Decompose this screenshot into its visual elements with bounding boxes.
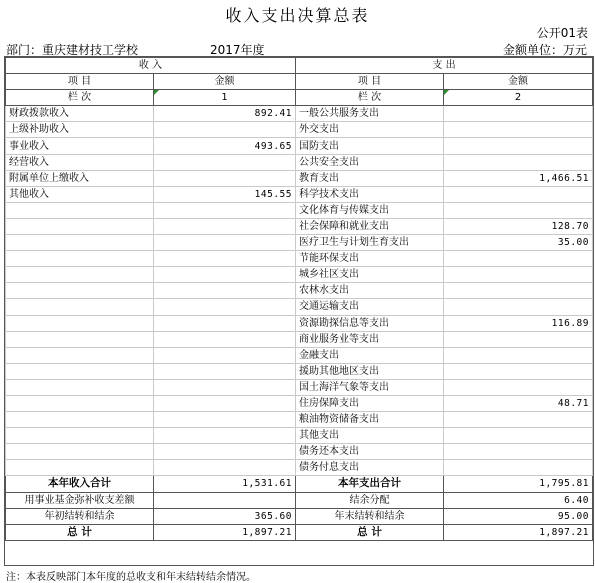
table-row xyxy=(6,218,593,234)
income-amount xyxy=(154,428,296,444)
table-row xyxy=(6,460,593,476)
income-amount xyxy=(154,347,296,363)
table-row xyxy=(6,412,593,428)
expense-item: 资源勘探信息等支出 xyxy=(296,315,444,331)
expense-item: 援助其他地区支出 xyxy=(296,363,444,379)
income-amount xyxy=(154,379,296,395)
income-item: 事业收入 xyxy=(6,138,154,154)
expense-item: 金融支出 xyxy=(296,347,444,363)
table-row xyxy=(6,363,593,379)
expense-amount: 35.00 xyxy=(444,235,593,251)
table-row xyxy=(6,251,593,267)
expense-amount xyxy=(444,460,593,476)
income-amount xyxy=(154,363,296,379)
expense-amount: 128.70 xyxy=(444,218,593,234)
table-row xyxy=(6,379,593,395)
expense-item: 住房保障支出 xyxy=(296,395,444,411)
expense-item: 国防支出 xyxy=(296,138,444,154)
year-label: 2017年度 xyxy=(210,43,265,57)
summary-row xyxy=(6,524,593,540)
expense-amount xyxy=(444,251,593,267)
table-row xyxy=(6,122,593,138)
expense-item: 科学技术支出 xyxy=(296,186,444,202)
table-row xyxy=(6,186,593,202)
unit-label: 金额单位：万元 xyxy=(502,43,587,57)
income-section-header: 收 入 xyxy=(6,58,296,74)
income-item xyxy=(6,363,154,379)
expense-amount: 1,466.51 xyxy=(444,170,593,186)
expense-item: 城乡社区支出 xyxy=(296,267,444,283)
expense-column-label: 栏 次 xyxy=(296,90,444,106)
income-amount xyxy=(154,235,296,251)
expense-item: 债务还本支出 xyxy=(296,444,444,460)
table-row xyxy=(6,106,593,122)
income-amount xyxy=(154,154,296,170)
expense-amount xyxy=(444,299,593,315)
report-table-body xyxy=(6,58,593,541)
summary-income-item: 总 计 xyxy=(6,524,154,540)
expense-amount xyxy=(444,186,593,202)
income-item xyxy=(6,235,154,251)
summary-expense-item: 本年支出合计 xyxy=(296,476,444,492)
income-item xyxy=(6,315,154,331)
summary-income-item: 年初结转和结余 xyxy=(6,508,154,524)
income-item xyxy=(6,347,154,363)
table-row xyxy=(6,154,593,170)
summary-row xyxy=(6,476,593,492)
summary-income-item: 本年收入合计 xyxy=(6,476,154,492)
expense-amount xyxy=(444,444,593,460)
summary-row xyxy=(6,508,593,524)
income-amount xyxy=(154,444,296,460)
expense-amount xyxy=(444,331,593,347)
expense-amount xyxy=(444,428,593,444)
income-amount xyxy=(154,283,296,299)
expense-amount: 48.71 xyxy=(444,395,593,411)
report-table xyxy=(5,57,593,541)
income-amount xyxy=(154,202,296,218)
income-item xyxy=(6,218,154,234)
income-amount xyxy=(154,122,296,138)
expense-amount xyxy=(444,283,593,299)
expense-item: 交通运输支出 xyxy=(296,299,444,315)
income-amount xyxy=(154,218,296,234)
table-row xyxy=(6,347,593,363)
table-row xyxy=(6,315,593,331)
column-header-row xyxy=(6,74,593,90)
table-row xyxy=(6,267,593,283)
income-amount: 493.65 xyxy=(154,138,296,154)
page-title: 收入支出决算总表 xyxy=(225,6,370,25)
income-column-label: 栏 次 xyxy=(6,90,154,106)
summary-expense-amount: 6.40 xyxy=(444,492,593,508)
expense-amount xyxy=(444,379,593,395)
summary-expense-item: 总 计 xyxy=(296,524,444,540)
income-item xyxy=(6,251,154,267)
expense-item-header: 项 目 xyxy=(296,74,444,90)
table-row xyxy=(6,202,593,218)
income-amount xyxy=(154,315,296,331)
expense-column-number: 2 xyxy=(444,90,593,106)
expense-item: 节能环保支出 xyxy=(296,251,444,267)
income-amount xyxy=(154,170,296,186)
income-item xyxy=(6,444,154,460)
expense-amount xyxy=(444,122,593,138)
expense-amount-header: 金额 xyxy=(444,74,593,90)
table-row xyxy=(6,299,593,315)
table-row xyxy=(6,235,593,251)
table-row xyxy=(6,428,593,444)
summary-expense-item: 年末结转和结余 xyxy=(296,508,444,524)
summary-expense-item: 结余分配 xyxy=(296,492,444,508)
income-item: 附属单位上缴收入 xyxy=(6,170,154,186)
expense-item: 社会保障和就业支出 xyxy=(296,218,444,234)
table-row xyxy=(6,331,593,347)
expense-amount xyxy=(444,138,593,154)
summary-income-item: 用事业基金弥补收支差额 xyxy=(6,492,154,508)
expense-amount xyxy=(444,106,593,122)
income-item: 财政拨款收入 xyxy=(6,106,154,122)
table-row xyxy=(6,138,593,154)
footnote: 注：本表反映部门本年度的总收支和年末结转结余情况。 xyxy=(6,572,256,583)
income-amount xyxy=(154,299,296,315)
summary-expense-amount: 1,897.21 xyxy=(444,524,593,540)
expense-amount xyxy=(444,154,593,170)
expense-item: 一般公共服务支出 xyxy=(296,106,444,122)
summary-income-amount: 1,897.21 xyxy=(154,524,296,540)
table-row xyxy=(6,170,593,186)
expense-item: 债务付息支出 xyxy=(296,460,444,476)
income-column-number: 1 xyxy=(154,90,296,106)
table-row xyxy=(6,395,593,411)
expense-item: 商业服务业等支出 xyxy=(296,331,444,347)
income-item-header: 项 目 xyxy=(6,74,154,90)
income-amount-header: 金额 xyxy=(154,74,296,90)
expense-item: 医疗卫生与计划生育支出 xyxy=(296,235,444,251)
expense-section-header: 支 出 xyxy=(296,58,593,74)
income-amount xyxy=(154,267,296,283)
income-item: 其他收入 xyxy=(6,186,154,202)
income-item: 上级补助收入 xyxy=(6,122,154,138)
expense-item: 教育支出 xyxy=(296,170,444,186)
income-item xyxy=(6,299,154,315)
summary-expense-amount: 1,795.81 xyxy=(444,476,593,492)
income-item xyxy=(6,428,154,444)
income-item xyxy=(6,460,154,476)
income-amount xyxy=(154,460,296,476)
income-item xyxy=(6,331,154,347)
income-item xyxy=(6,283,154,299)
income-amount xyxy=(154,331,296,347)
expense-item: 国土海洋气象等支出 xyxy=(296,379,444,395)
expense-amount xyxy=(444,347,593,363)
expense-amount xyxy=(444,363,593,379)
expense-item: 农林水支出 xyxy=(296,283,444,299)
expense-item: 文化体育与传媒支出 xyxy=(296,202,444,218)
table-row xyxy=(6,283,593,299)
income-amount xyxy=(154,412,296,428)
expense-item: 公共安全支出 xyxy=(296,154,444,170)
income-item xyxy=(6,202,154,218)
income-item xyxy=(6,412,154,428)
summary-expense-amount: 95.00 xyxy=(444,508,593,524)
section-header-row xyxy=(6,58,593,74)
income-amount: 145.55 xyxy=(154,186,296,202)
summary-income-amount: 365.60 xyxy=(154,508,296,524)
expense-amount xyxy=(444,202,593,218)
income-item xyxy=(6,267,154,283)
income-item xyxy=(6,395,154,411)
income-amount xyxy=(154,395,296,411)
department-label: 部门：重庆建材技工学校 xyxy=(6,43,139,57)
expense-amount xyxy=(444,412,593,428)
expense-item: 粮油物资储备支出 xyxy=(296,412,444,428)
expense-amount xyxy=(444,267,593,283)
income-item xyxy=(6,379,154,395)
column-index-row xyxy=(6,90,593,106)
summary-income-amount: 1,531.61 xyxy=(154,476,296,492)
income-amount xyxy=(154,251,296,267)
income-item: 经营收入 xyxy=(6,154,154,170)
summary-income-amount xyxy=(154,492,296,508)
form-code: 公开01表 xyxy=(536,26,588,40)
expense-amount: 116.89 xyxy=(444,315,593,331)
table-row xyxy=(6,444,593,460)
expense-item: 外交支出 xyxy=(296,122,444,138)
summary-row xyxy=(6,492,593,508)
income-amount: 892.41 xyxy=(154,106,296,122)
expense-item: 其他支出 xyxy=(296,428,444,444)
